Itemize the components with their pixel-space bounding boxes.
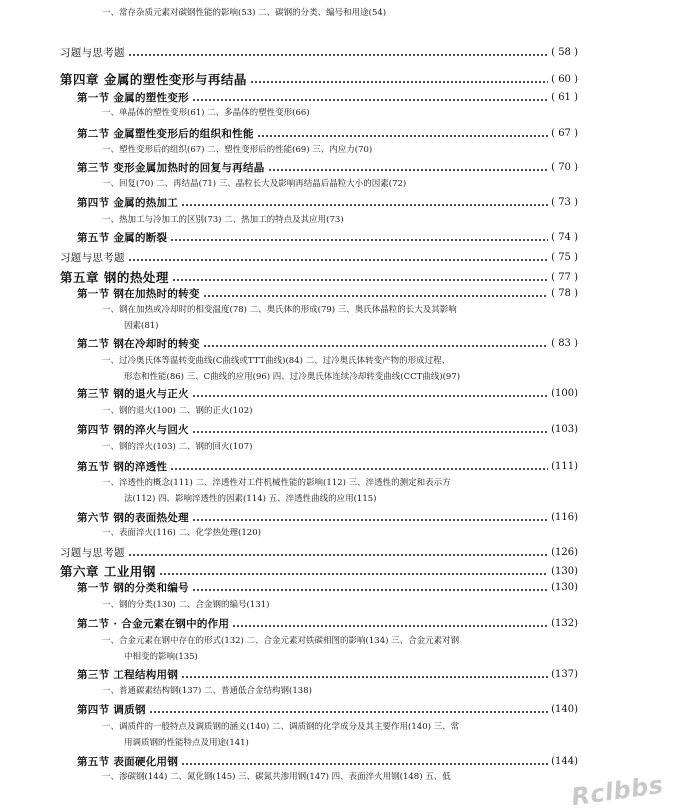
toc-section [77,195,578,210]
dot-leader [170,468,548,470]
dot-leader [128,554,548,556]
toc-entry-title: 第二节 钢在冷却时的转变 [77,338,200,350]
toc-section [77,754,578,769]
toc-section [77,336,578,351]
toc-subitems: 一、淬透性的概念(111) 二、淬透性对工件机械性能的影响(112) 三、淬透性的测定和表示方 [102,478,451,488]
dot-leader [192,99,548,101]
toc-subitems: 一、回复(70) 二、再结晶(71) 三、晶粒长大及影响再结晶后晶粒大小的因素(72) [102,179,407,189]
toc-entry-title: 第三节 工程结构用钢 [77,669,179,681]
toc-subitems: 一、钢的淬火(103) 二、钢的回火(107) [102,442,253,452]
toc-subitems: 一、合金元素在钢中存在的形式(132) 二、合金元素对铁碳相图的影响(134) 三、合金元素对钢 [102,636,460,646]
toc-page-number: ( 78 ) [551,288,578,299]
toc-page-number: (130) [551,565,578,577]
toc-section [77,386,578,401]
toc-section [77,422,578,437]
dot-leader [192,395,548,397]
toc-chapter [60,562,578,580]
toc-subitems: 用调质钢的性能特点及用途(141) [124,738,249,748]
toc-entry [60,545,578,560]
toc-entry-title: 第四节 金属的热加工 [77,197,179,209]
toc-entry-title: 习题与思考题 [60,547,125,559]
toc-subitems: 一、过冷奥氏体等温转变曲线(C曲线或TTT曲线)(84) 二、过冷奥氏体转变产物的形成过程、 [102,356,451,366]
toc-subitems: 一、单晶体的塑性变形(61) 二、多晶体的塑性变形(66) [102,108,310,118]
toc-page-number: (100) [551,388,578,399]
toc-subitems: 一、普通碳素结构钢(137) 二、普通低合金结构钢(138) [102,686,312,696]
toc-entry-title: 第五节 钢的淬透性 [77,461,168,473]
toc-section [77,230,578,245]
dot-leader [149,711,548,713]
toc-page-number: ( 70 ) [551,162,578,173]
toc-section [77,160,578,175]
toc-page-number: ( 67 ) [551,128,578,139]
toc-subitems: 一、调质件的一般特点及调质钢的涵义(140) 二、调质钢的化学成分及其主要作用(140) 三、常 [102,722,460,732]
dot-leader [250,81,548,83]
toc-page-number: (126) [551,547,578,558]
toc-page-number: ( 73 ) [551,197,578,208]
dot-leader [181,676,548,678]
toc-subitems: 一、热加工与冷加工的区别(73) 二、热加工的特点及其应用(73) [102,215,344,225]
dot-leader [181,204,548,206]
toc-entry-title: 第一节 金属的塑性变形 [77,92,189,104]
toc-subitems: 因素(81) [124,321,159,331]
toc-entry [60,45,578,60]
watermark-logo: Rclbbs [569,770,666,811]
toc-entry-title: 习题与思考题 [60,252,125,264]
toc-entry-title: 第四节 钢的淬火与回火 [77,424,189,436]
dot-leader [128,259,548,261]
dot-leader [192,519,548,521]
toc-entry-title: 第一节 钢在加热时的转变 [77,288,200,300]
toc-subitems: 一、钢的退火(100) 二、钢的正火(102) [102,406,253,416]
toc-entry-title: 习题与思考题 [60,47,125,59]
toc-chapter [60,268,578,286]
dot-leader [172,279,548,281]
dot-leader [232,625,548,627]
toc-subitems: 中相变的影响(135) [124,652,198,662]
toc-subitems: 一、常存杂质元素对碳钢性能的影响(53) 二、碳钢的分类、编号和用途(54) [102,8,387,18]
toc-section [77,667,578,682]
toc-page-number: ( 60 ) [551,73,578,85]
dot-leader [192,431,548,433]
toc-page-number: (140) [551,704,578,715]
dot-leader [170,239,548,241]
toc-subitems: 一、渗碳钢(144) 二、氮化钢(145) 三、碳氮共渗用钢(147) 四、表面淬火用钢(148) 五、低 [102,772,451,782]
toc-entry-title: 第二节 · 合金元素在钢中的作用 [77,618,230,630]
dot-leader [203,295,548,297]
toc-page-number: ( 77 ) [551,271,578,283]
dot-leader [128,54,548,56]
toc-page-number: ( 75 ) [551,252,578,263]
toc-entry-title: 第六章 工业用钢 [60,564,156,579]
toc-section [77,286,578,301]
toc-entry-title: 第四章 金属的塑性变形与再结晶 [60,72,247,87]
toc-subitems: 法(112) 四、影响淬透性的因素(114) 五、淬透性曲线的应用(115) [124,494,377,504]
toc-entry-title: 第五节 金属的断裂 [77,232,168,244]
toc-entry-title: 第五节 表面硬化用钢 [77,756,179,768]
dot-leader [268,169,549,171]
toc-section [77,459,578,474]
toc-entry-title: 第五章 钢的热处理 [60,270,169,285]
toc-chapter [60,70,578,88]
toc-section [77,90,578,105]
dot-leader [192,589,548,591]
toc-page-number: ( 61 ) [551,92,578,103]
toc-page-number: ( 74 ) [551,232,578,243]
toc-page-number: (103) [551,424,578,435]
toc-section [77,616,578,631]
toc-page-number: (116) [551,512,578,523]
toc-page-number: (111) [551,461,578,472]
toc-page-number: (137) [551,669,578,680]
toc-section [77,702,578,717]
toc-entry-title: 第二节 金属塑性变形后的组织和性能 [77,128,254,140]
toc-subitems: 形态和性能(86) 三、C曲线的应用(96) 四、过冷奥氏体连续冷却转变曲线(CCT曲线)(97) [124,372,461,382]
toc-entry-title: 第三节 钢的退火与正火 [77,388,189,400]
toc-subitems: 一、塑性变形后的组织(67) 二、塑性变形后的性能(69) 三、内应力(70) [102,145,373,155]
toc-page-number: ( 58 ) [551,47,578,58]
toc-page-number: (132) [551,618,578,629]
toc-entry-title: 第六节 钢的表面热处理 [77,512,189,524]
toc-page-number: ( 83 ) [551,338,578,349]
toc-section [77,580,578,595]
toc-subitems: 一、表面淬火(116) 二、化学热处理(120) [102,528,261,538]
dot-leader [159,573,548,575]
toc-section [77,510,578,525]
toc-page-number: (130) [551,582,578,593]
toc-entry-title: 第四节 调质钢 [77,704,146,716]
dot-leader [181,763,548,765]
toc-page-number: (144) [551,756,578,767]
toc-entry-title: 第三节 变形金属加热时的回复与再结晶 [77,162,265,174]
dot-leader [257,135,548,137]
toc-entry [60,250,578,265]
toc-subitems: 一、钢在加热或冷却时的相变温度(78) 二、奥氏体的形成(79) 三、奥氏体晶粒的长大及其影响 [102,305,457,315]
toc-subitems: 一、钢的分类(130) 二、合金钢的编号(131) [102,600,270,610]
toc-section [77,126,578,141]
dot-leader [203,345,548,347]
toc-entry-title: 第一节 钢的分类和编号 [77,582,189,594]
